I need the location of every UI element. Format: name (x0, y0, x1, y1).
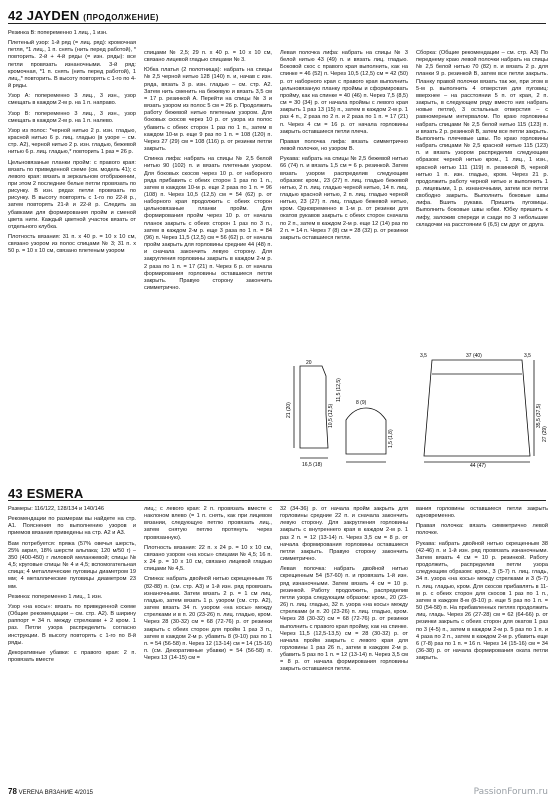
paragraph: Левая полочка лифа: набрать на спицы № 3 белой нитью 43 (49) п. и вязать лиц. гладью. Боковой скос с правого края выполнить, как на спинке = 46 (52) п. Через 10,5 (12,5) см = 42 (50) р. от наборного края с правого края выполнить цельновязаную планку проймы и сформировать пройму, как на спинке = 40 (46) п. Через 7,5 (8,5) см = 30 (34) р. от начала проймы с левого края закрыть 1 раз 13 (15) п., затем в каждом 2-м р. 1 раз 4 п., 2 раза по 2 п. и 2 раза по 1 п. = 17 (21) п. Через 4 см = 16 р. от начала горловины закрыть оставшиеся петли плеча. (280, 50, 408, 135)
bodice-side-label: 10,5 (12,5) (328, 403, 334, 428)
section-42-number: 42 (8, 8, 23, 23)
paragraph: Декоративные убавки: с правого края: 2 п. провязать вместе (8, 649, 136, 663)
paragraph: Левая полочка: набрать двойной нитью скрещенным 54 (57-60) п. и провязать 1-й изн. ряд изнаночными. Затем вязать 4 см = 10 р. резинкой. Работу продолжить, распределив петли узора следующим образом: кром., 20 (23-26) п. лиц. гладью, 32 п. узора «на косы» между стрелками (и п. 20 (23-26) п. лиц. гладью, кром. Через 28 (30-32) см = 68 (72-76) р. от резинки выполнить с правого края пройму, как на спинке. Через 11,5 (12,5-13,5) см = 28 (30-32) р. от начала пройм закрыть с левого края для горловины 1 раз 26 п., затем в каждом 2-м р. убавить 5 раз по 1 п. = 12 (13-14) п. Через 3,5 см = 8 р. от начала формирования горловины закрыть оставшиеся петли. (280, 566, 408, 673)
bodice-outline (300, 366, 328, 448)
paragraph: спицами № 2,5; 29 п. х 40 р. = 10 х 10 см, связано лицевой гладью спицами № 3. (144, 50, 272, 64)
paragraph: Цельновязаные планки пройм: с правого края: вязать по приведенной схеме (см. модель 41); с левого края: вязать в зеркальном отображении, при этом 2 последние белые петли провязать по рисунку. В изн. рядах петли провязать по рисунку. В высоту повторять с 1-го по 22-й р., затем повторять 21-й и 22-й р. Следить за убавками для формирования пройм и сменой цвета нити. Каждый цветной участок вязать от отдельного клубка. (8, 159, 136, 230)
paragraph: Плотность вязания: 22 п. х 24 р. = 10 х 10 см, связано узором «на косы» спицами № 4,5; 16 п. х 24 р. = 10 х 10 см, связано лицевой гладью спицами № 4,5. (144, 544, 272, 573)
skirt-left-margin: 3,5 (420, 353, 427, 359)
skirt-schematic (418, 348, 550, 468)
section-42-title: JAYDEN (26, 8, 80, 23)
sleeve-outline (346, 408, 386, 454)
sleeve-height-label: 1,5 (1,8) (388, 429, 394, 448)
paragraph: Плетеный узор: 1-й ряд (= лиц. ряд): кромочная петля, *1 лиц., 1 п. снять (нить перед работой), * повторить. 2-й + 4-й ряды (= изн. ряды): все петли провязать изнаночными. 3-й ряд: кромочная, *1 п. снять (нить перед работой), 1 лиц.,* повторить. В высоту повторять с 1-го по 4-й ряды. (8, 40, 136, 90)
skirt-bottom-label: 44 (47) (470, 463, 486, 468)
section-42-subtitle: (ПРОДОЛЖЕНИЕ) (83, 13, 159, 22)
section-42-col-2 (144, 50, 272, 295)
paragraph: Узор из полос: *черной нитью 2 р. изн. гладью, красной нитью 6 р. лиц. гладью (в узоре – см. стр. А2), черной нитью 2 р. изн. гладью, бежевой нитью 6 р. лиц. гладью,* повторить 1 раз = 26 р. (8, 127, 136, 156)
section-43-col-3 (280, 506, 408, 677)
paragraph: Плотность вязания: 31 п. х 40 р. = 10 х 10 см, связано узором из полос спицами № 3; 31 п. х 50 р. = 10 х 10 см, связано плетеным узором (8, 234, 136, 255)
section-42-rule (8, 23, 546, 24)
skirt-inner-height: 27 (29) (542, 426, 548, 442)
section-43-heading (8, 486, 84, 501)
page-number: 78 (8, 787, 17, 796)
paragraph: Правая полочка: вязать симметрично левой полочке. (416, 523, 548, 537)
watermark: PassionForum.ru (473, 787, 548, 797)
section-42-heading (8, 8, 159, 23)
paragraph: Размеры: 116/122, 128/134 и 140/146 (8, 506, 104, 512)
section-43-col-1 (8, 506, 136, 667)
paragraph: Рукава: набрать двойной нитью скрещенным 38 (42-46) п. и 1-й изн. ряд провязать изнаночными. Затем вязать 4 см = 10 р. резинкой. Работу продолжить, распределив петли узора следующим образом: кром., 3 (5-7) п. лиц. гладь, 34 п. узора «на косы» между стрелками и 3 (5-7) п. лиц. гладью, кром. Для скосов прибавлять в 11-м р. с обеих сторон для скосов 1 раз по 1 п., затем в каждом 8-м (8-10) р. еще 5 раз по 1 п. = 50 (54-58) п. На прибавленных петлях продолжить лиц. гладь. Через 26 (27-28) см = 62 (64-66) р. от резинки закрыть с обеих сторон для окатов 1 раз по 3 (4-5) п., затем в каждом 2-м р. 5 раз по 1 п. и 4 раза по 2 п., затем в каждом 2-м р. убавить еще 6 (7-8) раз по 1 п. = 16 п. Через 14 (15-16) см = 34 (36-38) р. от начала формирования оката петли закрыть. (416, 540, 548, 662)
skirt-total-height: 35,5 (37,5) (536, 403, 542, 428)
paragraph: Правая полочка лифа: вязать симметрично левой полочке, но узором В. (280, 138, 408, 153)
bodice-bottom-label: 16,5 (18) (302, 462, 323, 468)
paragraph: Вам потребуется: пряжа (57% овечья шерсть, 25% акрил, 18% шерсти альпака; 120 м/50 г) – 350 (400-450) г лиловой меланжевой; спицы № 4,5; круговые спицы № 4 и 4,5; вспомогательная спица; 4 металлические пуговицы диаметром 19 мм; 4 металлические пуговицы диаметром 23 мм. (8, 540, 136, 590)
paragraph: Резинка: попеременно 1 лиц., 1 изн. (8, 593, 103, 600)
section-42-col-3 (280, 50, 408, 245)
paragraph: Узор А: попеременно 3 лиц., 3 изн., узор смещать в каждом 2-м р. на 1 п. направо. (8, 93, 136, 107)
section-43-col-2 (144, 506, 272, 665)
paragraph: Сборка: (Общие рекомендации – см. стр. А3) По переднему краю левой полочки набрать на спицы № 2,5 белой нитью 70 (82) п. и вязать 2 р. для планки 9 р. резинкой В, затем все петли закрыть. Планку правой полочки вязать так же, при этом в 5-м р. выполнить 4 отверстия для пуговиц: вверхнее – на расстоянии 5 п. от края, 2 п. закрыть, в следующем ряду вместо них набрать новые петли), 3 остальных отверстия – с равномерным интервалом. По краю горловины набрать спицами № 2,5 белой нитью 115 (123) п. и вязать 2 р. резинкой В, затем все петли закрыть. Выполнить плечевые швы. По краю горловины набрать спицами № 2,5 красной нитью 115 (123) п. и вязать узором распределив следующим образом: черной нитью кром., 1 лиц., 1 изн., красной нитью 111 (119) п. резинкой В, черной нитью 1 п. изн. гладью, кром. Через 21 р. продолжить работу черной нитью и выполнить 1 р. лицевыми, 1 р. изнаночными, затем все петли свободно закрыть. Выполнить боковые швы лифа. Вшить рукава. Пришить пуговицы. Выполнить боковые швы юбки. Юбку пришить к лифу, заложив спереди и сзади по 3 небольшие складочки на расстоянии 6 (6,5) см друг от друга. (416, 50, 548, 228)
paragraph: лиц.; с левого края: 2 п. провязать вместе с наклоном влево (= 1 п. снять, как при лицевом вязании, следующую петлю провязать лиц., затем снятую петлю протянуть через провязанную). (144, 506, 272, 541)
skirt-right-margin: 3,5 (524, 353, 531, 359)
bodice-schematic (282, 358, 412, 470)
paragraph: Резинка В: попеременно 1 лиц., 1 изн. (8, 30, 108, 36)
skirt-top-label: 37 (40) (466, 353, 482, 359)
paragraph: 32 (34-36) р. от начала пройм закрыть для горловины средние 22 п. и сначала закончить левую сторону. Для закругления горловины закрыть с внутреннего края в каждом 2-м р. 1 раз 2 п. = 12 (13-14) п. Через 3,5 см = 8 р. от начала формирования горловины оставшиеся петли закрыть. Правую сторону закончить симметрично. (280, 506, 408, 563)
paragraph: вания горловины оставшиеся петли закрыть одновременно. (416, 506, 548, 520)
bodice-armhole-label: 11,5 (12,5) (336, 378, 342, 402)
paragraph: Спинка лифа: набрать на спицы № 2,5 белой нитью 90 (102) п. и вязать плетеным узором. Для боковых скосов через 10 р. от наборного ряда прибавить с обеих сторон 1 раз по 1 п., затем в каждом 10-м р. еще 2 раза по 1 п. = 96 (108) п. Через 10,5 (12,5) см = 54 (62) р. от наборного края продолжить с обеих сторон цельновязаные планки пройм. Для формирования пройм через 10 р. от начала планок закрыть с обеих сторон 1 раз по 3 п., затем в каждом 2-м р. еще 3 раза по 1 п. = 84 (96) п. Через 11,5 (12,5) см = 56 (62) р. от начала пройм закрыть для горловины средние 44 (48) п. и сначала закончить левую сторону. Для закругления горловины закрыть в каждом 2-м р. 2 раза по 1 п. = 17 (21) п. Через 6 р. от начала формирования горловины оставшиеся петли закрыть. Правую сторону закончить симметрично. (144, 156, 272, 291)
section-43-col-4 (416, 506, 548, 665)
paragraph: Рекомендации по размерам вы найдете на стр. А1. Пояснения по выполнению узоров и приемов вязания приведены на стр. А2 и А3. (8, 516, 136, 537)
section-43-number: 43 (8, 486, 23, 501)
section-43-title: ESMERA (26, 486, 84, 501)
section-43-rule (8, 500, 546, 501)
paragraph: Юбка платья (2 полотнища): набрать на спицы № 2,5 черной нитью 128 (140) п. и, начав с изн. ряда, вязать 3 р. изн. гладью – см. стр. А2. Затем нить сменить на бежевую и вязать 3,5 см = 17 р. резинкой А. Перейти на спицы № 3 и вязать узором из полос 5 см = 26 р. Продолжить работу бежевой нитью плетеным узором. Для боковых скосов через 10 р. от узора из полос убавить с обеих сторон 1 раз по 1 п., затем в каждом 10-м р. еще 9 раз по 1 п. = 108 (120) п. Через 27 (29) см = 108 (116) р. от резинки петли закрыть. (144, 67, 272, 153)
page-footer (8, 787, 93, 796)
paragraph: Узор «на косы»: вязать по приведенной схеме (Общие рекомендации – см. стр. А2). В ширину раппорт = 34 п. между стрелками + 2 кром. 1 раз. Петли узора распределить согласно инструкции. В высоту повторять с 1-го по 8-й ряды. (8, 603, 136, 646)
paragraph: Рукава: набрать на спицы № 2,5 бежевой нитью 66 (74) п. и вязать 1,5 см = 6 р. резинкой. Затем вязать узором распределив следующим образом: кром., 23 (27) п. лиц. гладью бежевой нитью, 2 п. лиц. гладью черной нитью, 14 п. лиц. гладью красной нитью, 2 п. лиц. гладью черной нитью, 23 (27) п. лиц. гладью бежевой нитью, кром. Одновременно в 1-м р. от резинки для окатов рукавов закрыть с обеих сторон сначала по 2 п., затем в каждом 2-м р. еще 12 (14) раз по 2 п. = 14 п. Через 7 (8) см = 28 (32) р. от резинки закрыть оставшиеся петли. (280, 156, 408, 241)
bodice-height-label: 21 (20) (286, 402, 292, 418)
section-42-col-4 (416, 50, 548, 232)
paragraph: Спинка: набрать двойной нитью скрещенным 76 (82-88) п. (см. стр. А3) и 1-й изн. ряд провязать изнаночными. Затем вязать 2 р. = 1 см лиц. гладью, затем вязать 1 р. узором (см. стр. А2), затем вязать 34 п. узором «на косы» между стрелками и в п. 20 (23-26) п. лиц. гладью, кром. Через 28 (30-32) см = 68 (72-76) р. от резинки закрыть с обеих сторон для пройм 1 раз 3 п., затем в каждом 2-м р. убавить 8 (9-10) раз по 1 п. = 54 (56-58) п. Через 12 (13-14) см = 14 (15-16) п. (см. Декоративные убавки) = 54 (56-58) п. Через 13 (14-15) см = (144, 576, 272, 662)
sleeve-top-label: 8 (9) (356, 400, 367, 406)
bodice-top-label: 20 (306, 360, 312, 366)
paragraph: Узор В: попеременно 3 лиц., 3 изн., узор смещать в каждом 2-м р. на 1 п. налево. (8, 110, 136, 124)
magazine-name: VERENA ВЯЗАНИЕ 4/2015 (18, 790, 94, 796)
section-42-col-1 (8, 30, 136, 259)
